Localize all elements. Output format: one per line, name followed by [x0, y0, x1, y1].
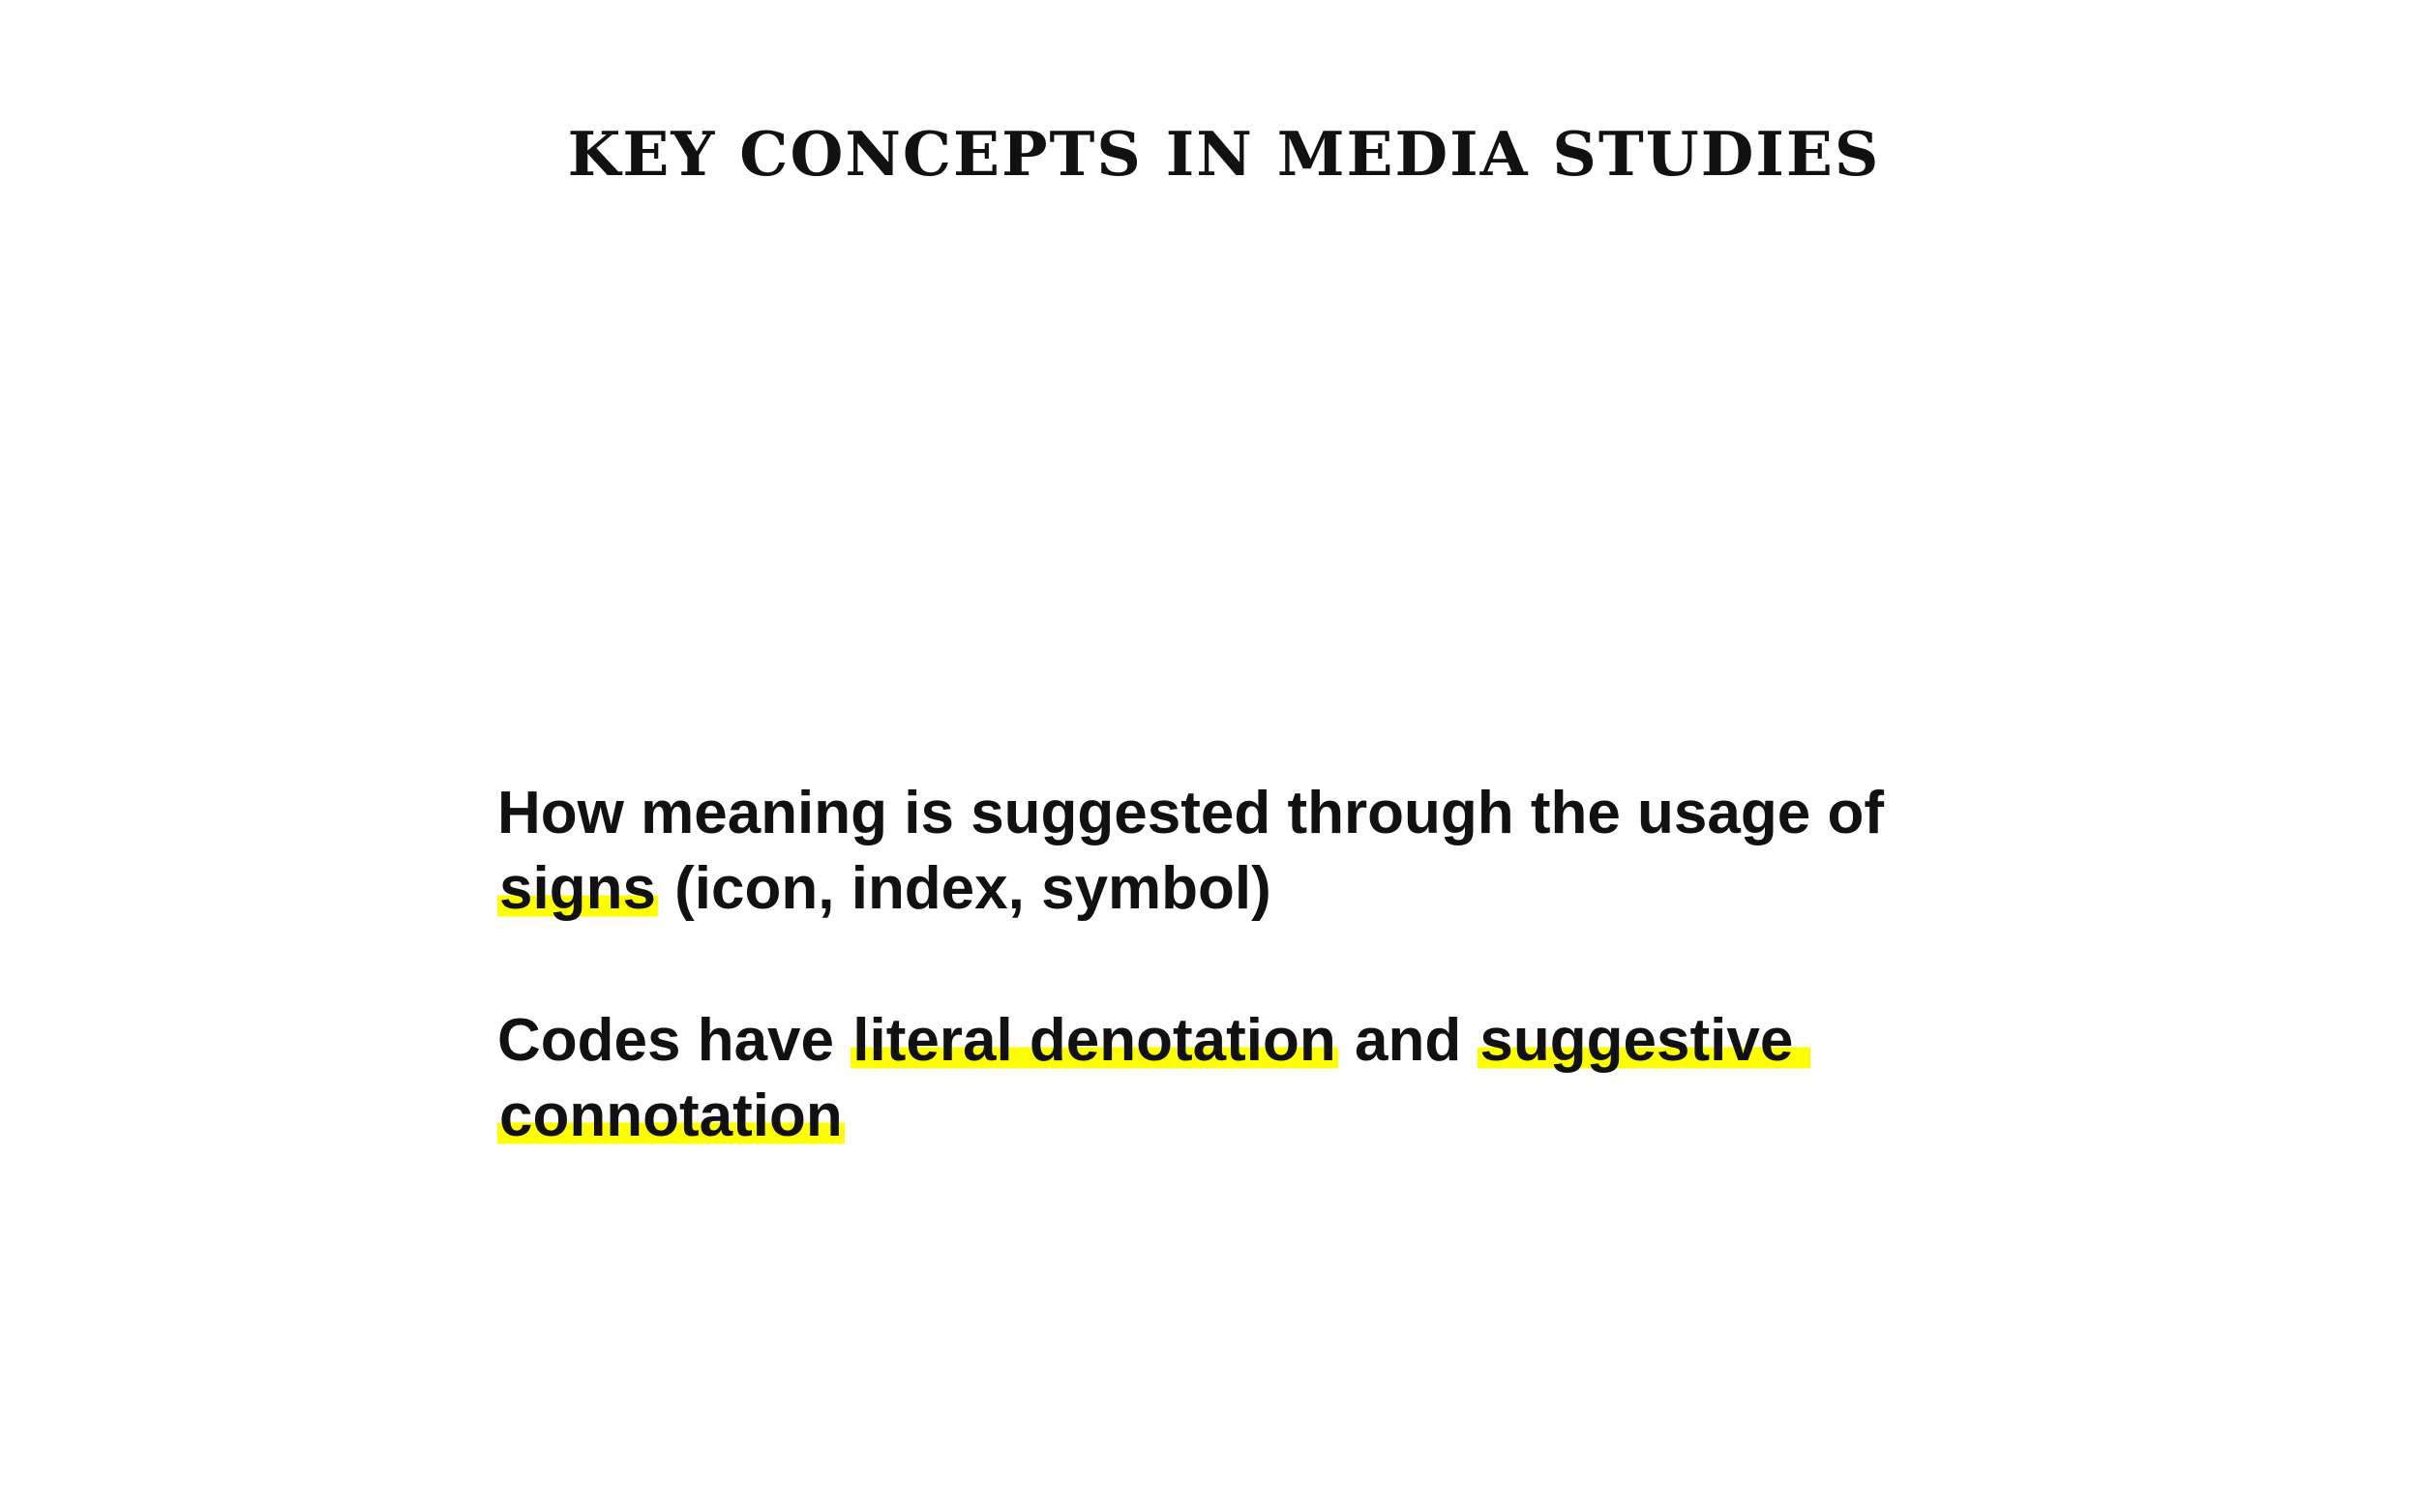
paragraph-signs-lead: How meaning is suggested through the usage of: [497, 780, 1884, 846]
highlight-literal-denotation: literal denotation: [852, 1007, 1336, 1074]
paragraph-codes: [497, 1003, 2007, 1154]
paragraph-signs: [497, 776, 2007, 927]
paragraph-codes-and: and: [1337, 1007, 1478, 1074]
slide-title: KEY CONCEPTS IN MEDIA STUDIES: [567, 118, 1881, 190]
paragraph-signs-tail: (icon, index, symbol): [657, 855, 1271, 922]
highlight-connotation: connotation: [499, 1082, 843, 1149]
highlight-suggestive: suggestive: [1478, 1007, 1810, 1074]
highlight-signs: signs: [499, 855, 656, 922]
paragraph-codes-lead: Codes have: [497, 1007, 851, 1074]
